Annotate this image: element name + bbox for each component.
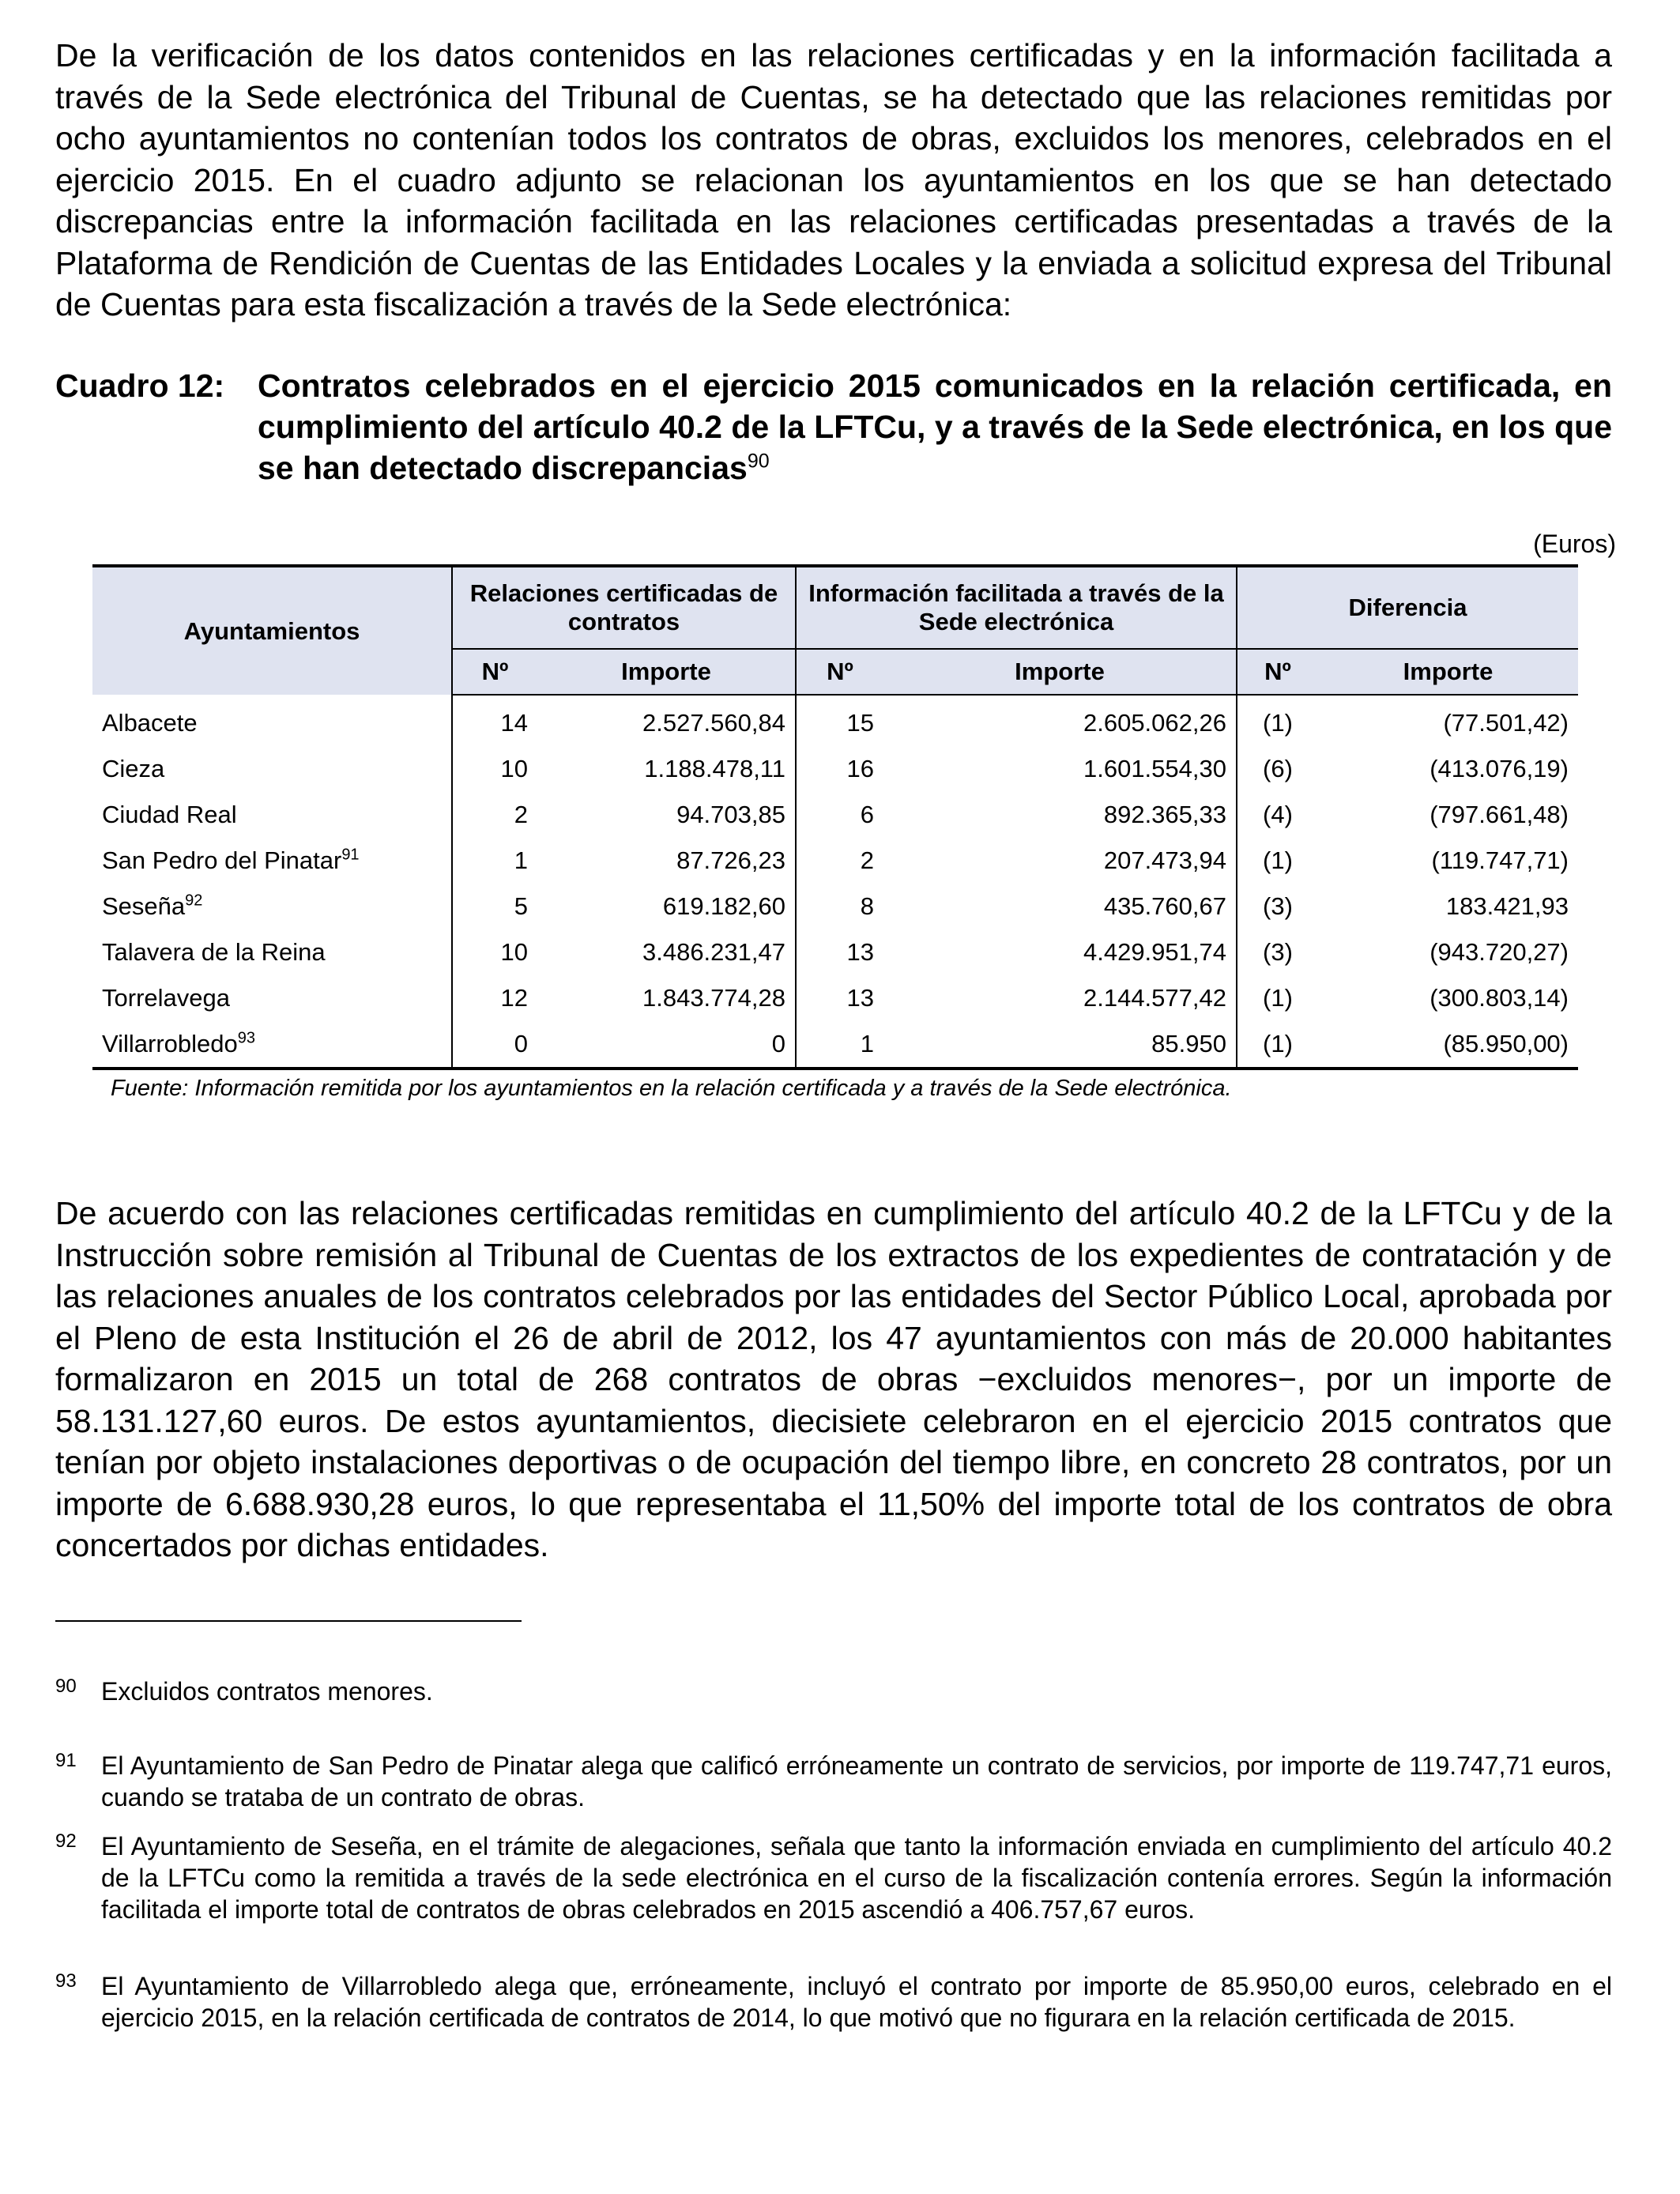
cell-dif-importe: (119.747,71): [1431, 846, 1569, 874]
table-row: [92, 929, 1578, 975]
header-inf-importe: Importe: [883, 649, 1237, 695]
cell-ayuntamiento: Cieza: [92, 746, 452, 792]
footnote-number: 93: [55, 1970, 77, 1992]
cell-rel-importe: 619.182,60: [537, 884, 796, 929]
header-ayuntamientos: Ayuntamientos: [92, 566, 452, 695]
cell-inf-importe: 85.950: [883, 1021, 1237, 1069]
cell-ayuntamiento: Seseña$^{92}$: [92, 884, 452, 929]
cell-dif-n: (1): [1263, 984, 1293, 1012]
cell-rel-n: 12: [500, 984, 528, 1012]
footnote-number: 92: [55, 1830, 77, 1852]
table-row: [92, 1021, 1578, 1069]
cell-dif-importe: (943.720,27): [1430, 938, 1569, 966]
cell-rel-n: 10: [500, 938, 528, 966]
cell-rel-n: 14: [500, 709, 528, 737]
cell-ayuntamiento: Torrelavega: [92, 975, 452, 1021]
cell-dif-n: (4): [1263, 801, 1293, 828]
cell-rel-n: 1: [514, 846, 528, 874]
cell-inf-n: 1: [796, 1021, 883, 1069]
cell-rel-importe: 3.486.231,47: [537, 929, 796, 975]
cell-ayuntamiento: Albacete: [92, 695, 452, 746]
footnote-text: Excluidos contratos menores.: [101, 1677, 433, 1706]
cell-inf-n: 13: [846, 984, 874, 1012]
footnote-text: El Ayuntamiento de San Pedro de Pinatar alega que calificó erróneamente un contrato de servicios, por importe de 119.747,71 euros, cuando se trataba de un contrato de obras.: [101, 1751, 1612, 1811]
body-paragraph: De acuerdo con las relaciones certificadas remitidas en cumplimiento del artículo 40.2 de la LFTCu y de la Instrucción sobre remisión al Tribunal de Cuentas de los extractos de los expedientes de contratación y de las relaciones anuales de los contratos celebrados por las entidades del Sector Público Local, aprobada por el Pleno de esta Institución el 26 de abril de 2012, los 47 ayuntamientos con más de 20.000 habitantes formalizaron en 2015 un total de 268 contratos de obras −excluidos menores−, por un importe de 58.131.127,60 euros. De estos ayuntamientos, diecisiete celebraron en el ejercicio 2015 contratos que tenían por objeto instalaciones deportivas o de ocupación del tiempo libre, en concreto 28 contratos, por un importe de 6.688.930,28 euros, lo que representaba el 11,50% del importe total de los contratos de obra concertados por dichas entidades.: [55, 1195, 1612, 1563]
cuadro-12-table: [92, 564, 1578, 1070]
table-row: [92, 792, 1578, 838]
table-row: [92, 746, 1578, 792]
cell-dif-n: (3): [1263, 938, 1293, 966]
table-row: [92, 884, 1578, 929]
cell-inf-importe: 1.601.554,30: [883, 746, 1237, 792]
cell-dif-n: (6): [1263, 755, 1293, 782]
footnote-divider: [55, 1620, 522, 1622]
cell-dif-importe: (300.803,14): [1430, 984, 1569, 1012]
table-units: (Euros): [1533, 530, 1616, 558]
header-diferencia: Diferencia: [1237, 566, 1578, 649]
footnote-number: 91: [55, 1750, 77, 1771]
cell-inf-importe: 2.605.062,26: [883, 695, 1237, 746]
cell-ayuntamiento: Villarrobledo$^{93}$: [92, 1021, 452, 1069]
cell-inf-importe: 4.429.951,74: [883, 929, 1237, 975]
cell-inf-n: 8: [860, 892, 874, 920]
caption-footnote-ref: 90: [747, 450, 770, 473]
cell-inf-n: 13: [846, 938, 874, 966]
cell-dif-importe: (797.661,48): [1430, 801, 1569, 828]
footnote-number: 90: [55, 1676, 77, 1697]
table-row: [92, 695, 1578, 746]
cell-inf-importe: 435.760,67: [883, 884, 1237, 929]
footnote-text: El Ayuntamiento de Villarrobledo alega que, erróneamente, incluyó el contrato por importe de 85.950,00 euros, celebrado en el ejercicio 2015, en la relación certificada de contratos de 2014, lo que motivó que no figurara en la relación certificada de 2015.: [101, 1972, 1612, 2032]
cell-dif-importe: (77.501,42): [1443, 709, 1569, 737]
cell-dif-importe: 183.421,93: [1445, 892, 1569, 920]
caption-title: Contratos celebrados en el ejercicio 2015 comunicados en la relación certificada, en cumplimiento del artículo 40.2 de la LFTCu, y a través de la Sede electrónica, en los que se han detectado discrepancias: [258, 368, 1612, 486]
cell-rel-importe: 1.188.478,11: [537, 746, 796, 792]
caption-label: Cuadro 12:: [55, 368, 225, 404]
cell-rel-importe: 94.703,85: [537, 792, 796, 838]
cell-dif-n: (3): [1263, 892, 1293, 920]
intro-paragraph: De la verificación de los datos contenidos en las relaciones certificadas y en la información facilitada a través de la Sede electrónica del Tribunal de Cuentas, se ha detectado que las relaciones remitidas por ocho ayuntamientos no contenían todos los contratos de obras, excluidos los menores, celebrados en el ejercicio 2015. En el cuadro adjunto se relacionan los ayuntamientos en los que se han detectado discrepancias entre la información facilitada en las relaciones certificadas presentadas a través de la Plataforma de Rendición de Cuentas de las Entidades Locales y la enviada a solicitud expresa del Tribunal de Cuentas para esta fiscalización a través de la Sede electrónica:: [55, 37, 1612, 322]
cell-inf-importe: 892.365,33: [883, 792, 1237, 838]
footnote-text: El Ayuntamiento de Seseña, en el trámite de alegaciones, señala que tanto la información enviada en cumplimiento del artículo 40.2 de la LFTCu como la remitida a través de la sede electrónica en el curso de la fiscalización contenía errores. Según la información facilitada el importe total de contratos de obras celebrados en 2015 ascendió a 406.757,67 euros.: [101, 1832, 1612, 1924]
header-rel-n: Nº: [452, 649, 537, 695]
table-row: [92, 838, 1578, 884]
cell-ayuntamiento: Talavera de la Reina: [92, 929, 452, 975]
cell-rel-n: 2: [514, 801, 528, 828]
header-rel-importe: Importe: [537, 649, 796, 695]
cell-dif-n: (1): [1263, 846, 1293, 874]
cell-rel-importe: 2.527.560,84: [537, 695, 796, 746]
cell-dif-n: (1): [1263, 709, 1293, 737]
cell-ayuntamiento: Ciudad Real: [92, 792, 452, 838]
header-relaciones: Relaciones certificadas de contratos: [452, 566, 796, 649]
cell-inf-importe: 207.473,94: [883, 838, 1237, 884]
table-source: Fuente: Información remitida por los ayuntamientos en la relación certificada y a través de la Sede electrónica.: [111, 1076, 1232, 1101]
cell-rel-n: 0: [452, 1021, 537, 1069]
header-dif-importe: Importe: [1318, 649, 1578, 695]
cell-inf-n: 15: [846, 709, 874, 737]
cell-inf-n: 2: [860, 846, 874, 874]
header-inf-n: Nº: [796, 649, 883, 695]
cell-rel-n: 10: [500, 755, 528, 782]
cell-inf-n: 6: [860, 801, 874, 828]
cell-dif-n: (1): [1237, 1021, 1318, 1069]
cell-dif-importe: (85.950,00): [1318, 1021, 1578, 1069]
header-dif-n: Nº: [1237, 649, 1318, 695]
header-informacion: Información facilitada a través de la Sede electrónica: [796, 566, 1237, 649]
cell-dif-importe: (413.076,19): [1430, 755, 1569, 782]
cell-rel-importe: 1.843.774,28: [537, 975, 796, 1021]
table-row: [92, 975, 1578, 1021]
cell-rel-n: 5: [514, 892, 528, 920]
cell-rel-importe: 0: [537, 1021, 796, 1069]
cell-inf-importe: 2.144.577,42: [883, 975, 1237, 1021]
cell-ayuntamiento: San Pedro del Pinatar$^{91}$: [92, 838, 452, 884]
caption-text: [258, 365, 1612, 488]
cell-inf-n: 16: [846, 755, 874, 782]
cell-rel-importe: 87.726,23: [537, 838, 796, 884]
